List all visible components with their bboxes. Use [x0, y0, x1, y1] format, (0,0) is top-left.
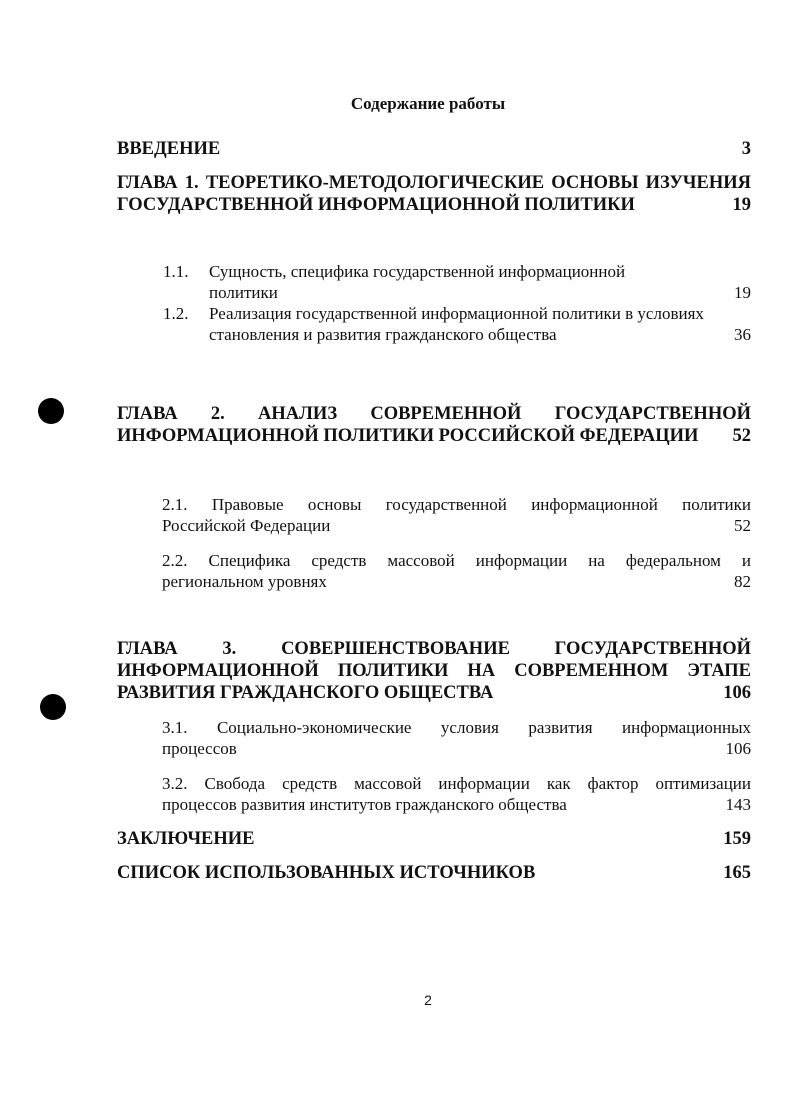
section-2-2-title-line-1: 2.2. Специфика средств массовой информации на федеральном и [162, 551, 751, 570]
toc-chapter-1 [117, 172, 751, 216]
section-2-1-title-line-2: Российской Федерации [162, 516, 331, 535]
section-2-2-page: 82 [734, 572, 751, 591]
chapter-3-title-line-1: ГЛАВА 3. СОВЕРШЕНСТВОВАНИЕ ГОСУДАРСТВЕННОЙ [117, 639, 751, 659]
toc-references [117, 862, 751, 884]
chapter-1-title-line-2: ГОСУДАРСТВЕННОЙ ИНФОРМАЦИОННОЙ ПОЛИТИКИ [117, 195, 635, 215]
section-1-1-title-line-1: Сущность, специфика государственной информационной [209, 262, 626, 281]
section-1-2-page: 36 [734, 325, 751, 344]
toc-intro [117, 138, 751, 160]
section-3-2-title-line-1: 3.2. Свобода средств массовой информации как фактор оптимизации [162, 774, 751, 793]
section-1-2-title-line-1: Реализация государственной информационной политики в условиях [209, 304, 704, 323]
punch-hole [40, 694, 66, 720]
intro-label: ВВЕДЕНИЕ [117, 139, 221, 159]
chapter-1-title-line-1: ГЛАВА 1. ТЕОРЕТИКО-МЕТОДОЛОГИЧЕСКИЕ ОСНОВЫ ИЗУЧЕНИЯ [117, 173, 751, 193]
chapter-3-title-line-3: РАЗВИТИЯ ГРАЖДАНСКОГО ОБЩЕСТВА [117, 683, 494, 703]
toc-section-3-1 [162, 717, 751, 759]
toc-section-1-2 [163, 303, 751, 345]
chapter-3-title-line-2: ИНФОРМАЦИОННОЙ ПОЛИТИКИ НА СОВРЕМЕННОМ ЭТАПЕ [117, 661, 751, 681]
chapter-2-title-line-2: ИНФОРМАЦИОННОЙ ПОЛИТИКИ РОССИЙСКОЙ ФЕДЕРАЦИИ [117, 426, 699, 446]
toc-chapter-3 [117, 638, 751, 704]
toc-section-1-1 [163, 261, 751, 303]
chapter-2-page: 52 [732, 426, 751, 446]
chapter-1-page: 19 [732, 195, 751, 215]
section-1-1-title-line-2: политики [209, 283, 278, 302]
punch-hole [38, 398, 64, 424]
section-3-1-title-line-2: процессов [162, 739, 237, 758]
toc-conclusion [117, 828, 751, 850]
page-number: 2 [424, 992, 432, 1008]
section-3-2-title-line-2: процессов развития институтов гражданского общества [162, 795, 567, 814]
section-1-2-number: 1.2. [163, 304, 189, 323]
conclusion-label: ЗАКЛЮЧЕНИЕ [117, 829, 255, 849]
section-3-1-page: 106 [725, 739, 751, 758]
section-2-1-page: 52 [734, 516, 751, 535]
section-3-1-title-line-1: 3.1. Социально-экономические условия развития информационных [162, 718, 751, 737]
references-label: СПИСОК ИСПОЛЬЗОВАННЫХ ИСТОЧНИКОВ [117, 863, 536, 883]
section-1-1-page: 19 [734, 283, 751, 302]
toc-section-2-2 [162, 550, 751, 592]
section-2-1-title-line-1: 2.1. Правовые основы государственной информационной политики [162, 495, 751, 514]
chapter-2-title-line-1: ГЛАВА 2. АНАЛИЗ СОВРЕМЕННОЙ ГОСУДАРСТВЕННОЙ [117, 404, 751, 424]
section-3-2-page: 143 [725, 795, 751, 814]
chapter-3-page: 106 [723, 683, 751, 703]
section-2-2-title-line-2: региональном уровнях [162, 572, 327, 591]
toc-section-2-1 [162, 494, 751, 536]
toc-chapter-2 [117, 403, 751, 447]
intro-page: 3 [741, 139, 751, 159]
conclusion-page: 159 [723, 829, 751, 849]
section-1-1-number: 1.1. [163, 262, 189, 281]
section-1-2-title-line-2: становления и развития гражданского общества [209, 325, 557, 344]
references-page: 165 [723, 863, 751, 883]
toc-section-3-2 [162, 773, 751, 815]
page-title: Содержание работы [350, 94, 506, 113]
